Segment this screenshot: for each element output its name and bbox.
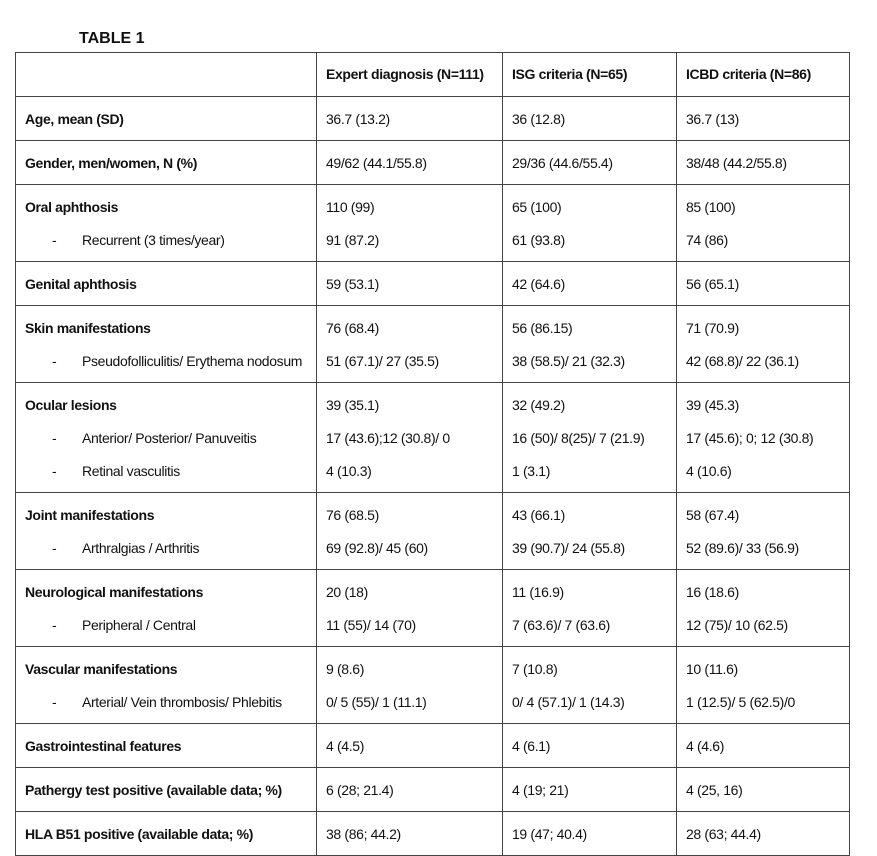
table-row [16, 724, 850, 768]
row-label-cell [16, 647, 317, 724]
sub-cell-value: 1 (3.1) [512, 463, 551, 479]
cell-value: 29/36 (44.6/55.4) [512, 155, 613, 171]
row-label-cell [16, 724, 317, 768]
sub-cell-value: 74 (86) [686, 232, 728, 248]
sub-cell-value: 0/ 5 (55)/ 1 (11.1) [326, 694, 427, 710]
cell-value: 4 (6.1) [512, 738, 551, 754]
value-cell [317, 724, 503, 768]
table-title: TABLE 1 [79, 30, 145, 47]
cell-value: 39 (35.1) [326, 397, 379, 413]
table-row [16, 185, 850, 262]
sub-row-label [25, 609, 316, 642]
value-cell [317, 306, 503, 383]
row-label-cell [16, 262, 317, 306]
cell-value: 110 (99) [326, 199, 375, 215]
sub-cell-value: 17 (45.6); 0; 12 (30.8) [686, 430, 814, 446]
row-label-cell [16, 185, 317, 262]
bullet-dash: - [52, 232, 57, 248]
cell-value: 76 (68.4) [326, 320, 379, 336]
header-label: Expert diagnosis (N=111) [326, 66, 484, 82]
value-cell [317, 262, 503, 306]
value-cell [677, 812, 850, 856]
cell-value: 28 (63; 44.4) [686, 826, 761, 842]
sub-row-label [25, 224, 316, 257]
cell-value: 11 (16.9) [512, 584, 564, 600]
bullet-dash: - [52, 617, 57, 633]
sub-cell-value: 52 (89.6)/ 33 (56.9) [686, 540, 799, 556]
value-cell [503, 647, 677, 724]
value-cell [503, 493, 677, 570]
cell-value: 59 (53.1) [326, 276, 379, 292]
sub-cell-value: 12 (75)/ 10 (62.5) [686, 617, 788, 633]
value-cell [317, 768, 503, 812]
cell-value: 39 (45.3) [686, 397, 739, 413]
row-label: Ocular lesions [25, 397, 117, 413]
cell-value: 56 (86.15) [512, 320, 573, 336]
header-cell-expert [317, 53, 503, 97]
sub-row-label-text: Anterior/ Posterior/ Panuveitis [82, 430, 257, 446]
value-cell [677, 570, 850, 647]
table-row [16, 383, 850, 493]
sub-cell-value: 4 (10.3) [326, 463, 372, 479]
cell-value: 16 (18.6) [686, 584, 739, 600]
bullet-dash: - [52, 540, 57, 556]
bullet-dash: - [52, 463, 57, 479]
row-label-cell [16, 570, 317, 647]
value-cell [677, 493, 850, 570]
header-cell-empty [16, 53, 317, 97]
sub-row-label-text: Recurrent (3 times/year) [82, 232, 225, 248]
sub-row-label [25, 455, 316, 488]
value-cell [503, 262, 677, 306]
sub-cell-value: 16 (50)/ 8(25)/ 7 (21.9) [512, 430, 645, 446]
bullet-dash: - [52, 353, 57, 369]
cell-value: 7 (10.8) [512, 661, 558, 677]
sub-row-label-text: Retinal vasculitis [82, 463, 180, 479]
cell-value: 42 (64.6) [512, 276, 565, 292]
table-row [16, 812, 850, 856]
sub-cell-value: 61 (93.8) [512, 232, 565, 248]
header-label: ICBD criteria (N=86) [686, 66, 811, 82]
sub-cell-value: 17 (43.6);12 (30.8)/ 0 [326, 430, 450, 446]
sub-row-label-text: Arthralgias / Arthritis [82, 540, 200, 556]
cell-value: 9 (8.6) [326, 661, 365, 677]
header-cell-icbd [677, 53, 850, 97]
value-cell [677, 768, 850, 812]
value-cell [317, 383, 503, 493]
row-label: HLA B51 positive (available data; %) [25, 826, 254, 842]
header-label [25, 58, 316, 91]
row-label-cell [16, 141, 317, 185]
sub-cell-value: 69 (92.8)/ 45 (60) [326, 540, 428, 556]
value-cell [503, 768, 677, 812]
cell-value: 32 (49.2) [512, 397, 565, 413]
row-label: Gender, men/women, N (%) [25, 155, 198, 171]
value-cell [317, 493, 503, 570]
value-cell [677, 647, 850, 724]
value-cell [503, 97, 677, 141]
row-label: Skin manifestations [25, 320, 151, 336]
value-cell [677, 383, 850, 493]
sub-cell-value: 51 (67.1)/ 27 (35.5) [326, 353, 439, 369]
value-cell [677, 141, 850, 185]
cell-value: 20 (18) [326, 584, 368, 600]
sub-cell-value: 4 (10.6) [686, 463, 732, 479]
table-row [16, 97, 850, 141]
row-label: Gastrointestinal features [25, 738, 182, 754]
table-row [16, 570, 850, 647]
cell-value: 38/48 (44.2/55.8) [686, 155, 787, 171]
sub-cell-value: 11 (55)/ 14 (70) [326, 617, 416, 633]
value-cell [317, 141, 503, 185]
sub-cell-value: 7 (63.6)/ 7 (63.6) [512, 617, 610, 633]
header-cell-isg [503, 53, 677, 97]
sub-cell-value: 38 (58.5)/ 21 (32.3) [512, 353, 625, 369]
row-label: Age, mean (SD) [25, 111, 124, 127]
sub-row-label-text: Pseudofolliculitis/ Erythema nodosum [82, 353, 303, 369]
table-row [16, 647, 850, 724]
value-cell [503, 383, 677, 493]
cell-value: 76 (68.5) [326, 507, 379, 523]
results-table [15, 52, 850, 856]
sub-row-label [25, 345, 316, 378]
row-label-cell [16, 97, 317, 141]
table-row [16, 141, 850, 185]
sub-row-label-text: Peripheral / Central [82, 617, 196, 633]
value-cell [317, 97, 503, 141]
cell-value: 4 (4.6) [686, 738, 725, 754]
value-cell [317, 647, 503, 724]
row-label: Joint manifestations [25, 507, 155, 523]
header-label: ISG criteria (N=65) [512, 66, 628, 82]
cell-value: 4 (19; 21) [512, 782, 569, 798]
row-label: Pathergy test positive (available data; %) [25, 782, 282, 798]
value-cell [677, 306, 850, 383]
sub-cell-value: 91 (87.2) [326, 232, 379, 248]
cell-value: 58 (67.4) [686, 507, 739, 523]
value-cell [317, 570, 503, 647]
sub-cell-value: 42 (68.8)/ 22 (36.1) [686, 353, 799, 369]
cell-value: 38 (86; 44.2) [326, 826, 401, 842]
value-cell [503, 570, 677, 647]
cell-value: 36 (12.8) [512, 111, 565, 127]
cell-value: 56 (65.1) [686, 276, 739, 292]
cell-value: 43 (66.1) [512, 507, 565, 523]
cell-value: 19 (47; 40.4) [512, 826, 587, 842]
row-label: Neurological manifestations [25, 584, 204, 600]
row-label: Oral aphthosis [25, 199, 119, 215]
value-cell [317, 185, 503, 262]
cell-value: 36.7 (13.2) [326, 111, 390, 127]
cell-value: 4 (4.5) [326, 738, 365, 754]
bullet-dash: - [52, 430, 57, 446]
value-cell [503, 724, 677, 768]
sub-row-label [25, 686, 316, 719]
row-label-cell [16, 768, 317, 812]
sub-cell-value: 0/ 4 (57.1)/ 1 (14.3) [512, 694, 625, 710]
table-row [16, 493, 850, 570]
table-header-row [16, 53, 850, 97]
row-label-cell [16, 383, 317, 493]
row-label: Genital aphthosis [25, 276, 137, 292]
table-body [16, 53, 850, 856]
value-cell [677, 724, 850, 768]
cell-value: 49/62 (44.1/55.8) [326, 155, 427, 171]
value-cell [503, 812, 677, 856]
cell-value: 6 (28; 21.4) [326, 782, 394, 798]
cell-value: 85 (100) [686, 199, 736, 215]
cell-value: 4 (25, 16) [686, 782, 743, 798]
table-row [16, 306, 850, 383]
sub-cell-value: 39 (90.7)/ 24 (55.8) [512, 540, 625, 556]
value-cell [317, 812, 503, 856]
value-cell [677, 185, 850, 262]
cell-value: 36.7 (13) [686, 111, 739, 127]
value-cell [677, 97, 850, 141]
table-row [16, 262, 850, 306]
value-cell [503, 141, 677, 185]
sub-row-label-text: Arterial/ Vein thrombosis/ Phlebitis [82, 694, 282, 710]
row-label: Vascular manifestations [25, 661, 178, 677]
cell-value: 71 (70.9) [686, 320, 739, 336]
value-cell [503, 185, 677, 262]
sub-row-label [25, 532, 316, 565]
cell-value: 10 (11.6) [686, 661, 738, 677]
table-row [16, 768, 850, 812]
row-label-cell [16, 306, 317, 383]
bullet-dash: - [52, 694, 57, 710]
sub-cell-value: 1 (12.5)/ 5 (62.5)/0 [686, 694, 795, 710]
row-label-cell [16, 493, 317, 570]
value-cell [503, 306, 677, 383]
sub-row-label [25, 422, 316, 455]
row-label-cell [16, 812, 317, 856]
value-cell [677, 262, 850, 306]
cell-value: 65 (100) [512, 199, 562, 215]
